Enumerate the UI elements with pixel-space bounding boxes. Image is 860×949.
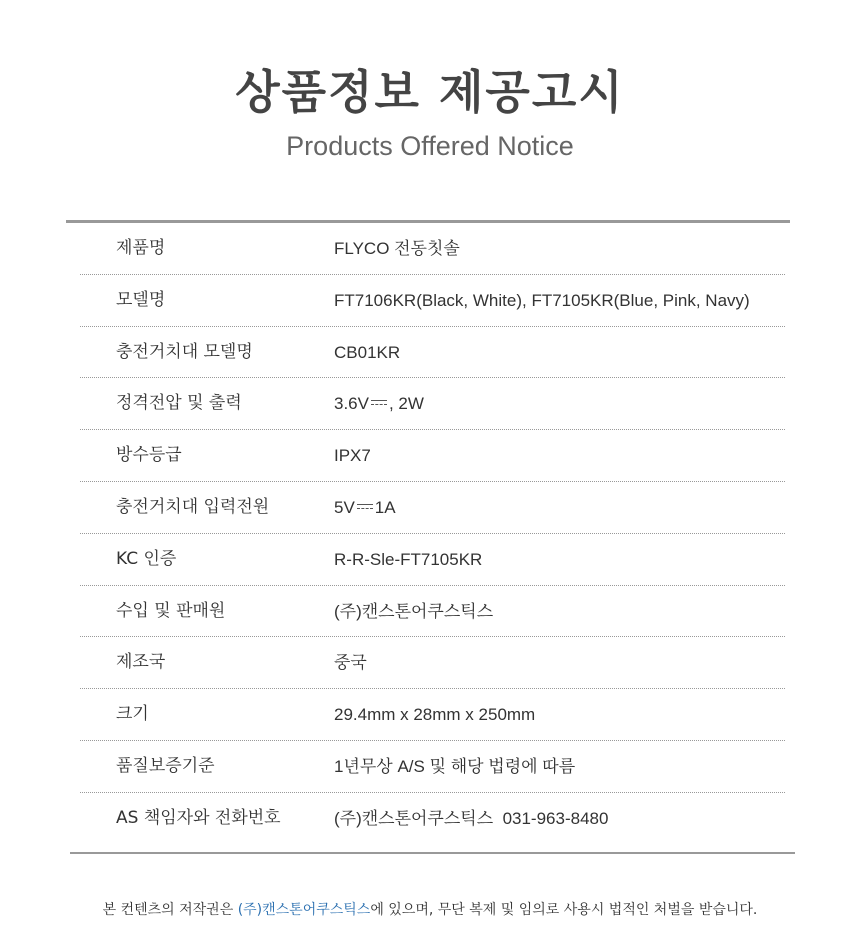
table-row [80, 430, 785, 482]
dc-current-icon [357, 504, 373, 511]
row-label: 품질보증기준 [116, 755, 215, 776]
row-value: FLYCO 전동칫솔 [334, 239, 460, 258]
row-value: (주)캔스톤어쿠스틱스 031-963-8480 [334, 808, 609, 828]
row-value: 중국 [334, 653, 367, 673]
row-value [334, 378, 424, 429]
table-row [80, 223, 785, 275]
row-value [334, 482, 396, 533]
row-label: 정격전압 및 출력 [116, 393, 242, 414]
row-label: 제품명 [116, 238, 166, 258]
current-value: 1A [374, 497, 396, 517]
voltage-value: 5V [334, 497, 355, 517]
row-value: 29.4mm x 28mm x 250mm [334, 705, 536, 725]
row-label: AS 책임자와 전화번호 [116, 807, 281, 828]
table-row [80, 637, 785, 689]
row-label: 충전거치대 입력전원 [116, 496, 270, 517]
page-title: 상품정보 제공고시 [235, 65, 625, 119]
copyright-company: (주)캔스톤어쿠스틱스 [237, 902, 371, 918]
table-row [80, 586, 785, 638]
table-row [80, 793, 785, 845]
row-value: R-R-Sle-FT7105KR [334, 549, 483, 569]
page-subtitle: Products Offered Notice [286, 131, 574, 161]
bottom-divider [70, 852, 795, 854]
product-info-table [80, 223, 785, 845]
table-row [80, 741, 785, 793]
power-value: , 2W [388, 394, 424, 414]
copyright-notice [0, 896, 860, 924]
row-value: 1년무상 A/S 및 해당 법령에 따름 [334, 756, 576, 776]
row-value: FT7106KR(Black, White), FT7105KR(Blue, Pink, Navy) [334, 290, 750, 310]
table-row [80, 534, 785, 586]
dc-current-icon [371, 400, 387, 407]
row-label: 수입 및 판매원 [116, 600, 226, 621]
table-row [80, 378, 785, 430]
row-label: 제조국 [116, 652, 166, 673]
voltage-value: 3.6V [334, 394, 369, 414]
row-label: 크기 [116, 704, 149, 725]
row-label: 모델명 [116, 289, 166, 310]
copyright-suffix: 에 있으며, 무단 복제 및 임의로 사용시 법적인 처벌을 받습니다. [370, 902, 758, 918]
row-label: 충전거치대 모델명 [116, 341, 253, 362]
table-row [80, 327, 785, 379]
table-row [80, 275, 785, 327]
row-label: 방수등급 [116, 445, 182, 466]
table-row [80, 482, 785, 534]
copyright-prefix: 본 컨텐츠의 저작권은 [102, 902, 238, 918]
table-row [80, 689, 785, 741]
row-value: (주)캔스톤어쿠스틱스 [334, 601, 494, 621]
row-label: KC 인증 [116, 548, 177, 569]
row-value: CB01KR [334, 342, 401, 362]
row-value: IPX7 [334, 446, 371, 466]
